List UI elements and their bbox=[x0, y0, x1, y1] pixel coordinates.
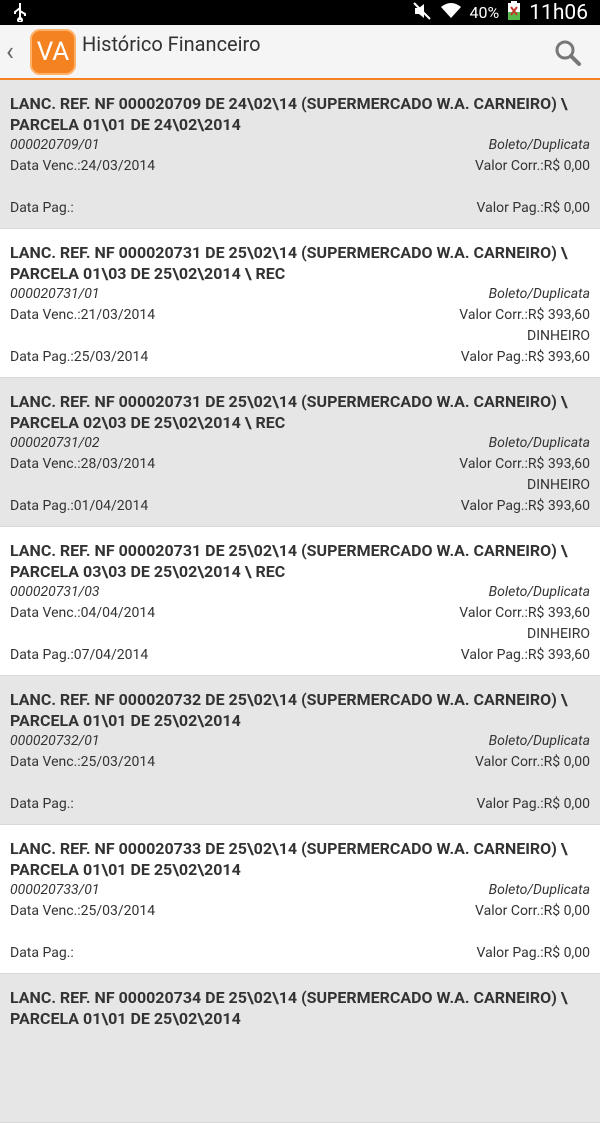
item-document: 000020709/01 bbox=[10, 137, 100, 153]
item-type: Boleto/Duplicata bbox=[488, 882, 590, 898]
item-payment-date: Data Pag.:01/04/2014 bbox=[10, 498, 149, 514]
item-payment-method: DINHEIRO bbox=[527, 626, 590, 642]
item-paid-value: Valor Pag.:R$ 0,00 bbox=[476, 945, 590, 961]
item-description: LANC. REF. NF 000020709 DE 24\02\14 (SUPERMERCADO W.A. CARNEIRO) \ PARCELA 01\01 DE 24\02\2014 bbox=[10, 94, 568, 134]
item-description: LANC. REF. NF 000020733 DE 25\02\14 (SUPERMERCADO W.A. CARNEIRO) \ PARCELA 01\01 DE 25\02\2014 bbox=[10, 839, 568, 879]
item-description: LANC. REF. NF 000020731 DE 25\02\14 (SUPERMERCADO W.A. CARNEIRO) \ PARCELA 01\03 DE 25\02\2014 \ REC bbox=[10, 243, 568, 283]
item-corrected-value: Valor Corr.:R$ 0,00 bbox=[475, 754, 590, 770]
clock: 11h06 bbox=[529, 0, 588, 25]
item-payment-date: Data Pag.: bbox=[10, 200, 74, 216]
item-description: LANC. REF. NF 000020732 DE 25\02\14 (SUPERMERCADO W.A. CARNEIRO) \ PARCELA 01\01 DE 25\02\2014 bbox=[10, 690, 568, 730]
page-title: Histórico Financeiro bbox=[82, 32, 261, 56]
list-item[interactable] bbox=[0, 378, 600, 527]
list-item[interactable] bbox=[0, 974, 600, 1123]
action-bar bbox=[0, 25, 600, 80]
item-paid-value: Valor Pag.:R$ 393,60 bbox=[460, 647, 590, 663]
item-document: 000020732/01 bbox=[10, 733, 100, 749]
item-corrected-value: Valor Corr.:R$ 393,60 bbox=[459, 456, 590, 472]
item-document: 000020733/01 bbox=[10, 882, 100, 898]
item-payment-method: DINHEIRO bbox=[527, 477, 590, 493]
battery-percent: 40% bbox=[469, 3, 500, 22]
item-due-date: Data Venc.:21/03/2014 bbox=[10, 307, 156, 323]
battery-icon bbox=[507, 1, 521, 25]
item-description: LANC. REF. NF 000020731 DE 25\02\14 (SUPERMERCADO W.A. CARNEIRO) \ PARCELA 03\03 DE 25\02\2014 \ REC bbox=[10, 541, 568, 581]
item-description: LANC. REF. NF 000020734 DE 25\02\14 (SUPERMERCADO W.A. CARNEIRO) \ PARCELA 01\01 DE 25\02\2014 bbox=[10, 988, 568, 1028]
item-document: 000020731/01 bbox=[10, 286, 100, 302]
item-due-date: Data Venc.:24/03/2014 bbox=[10, 158, 156, 174]
item-payment-date: Data Pag.:07/04/2014 bbox=[10, 647, 149, 663]
item-payment-method: DINHEIRO bbox=[527, 328, 590, 344]
item-corrected-value: Valor Corr.:R$ 0,00 bbox=[475, 903, 590, 919]
back-chevron-icon[interactable]: ‹ bbox=[6, 37, 14, 67]
item-type: Boleto/Duplicata bbox=[488, 286, 590, 302]
list-item[interactable] bbox=[0, 527, 600, 676]
item-paid-value: Valor Pag.:R$ 393,60 bbox=[460, 498, 590, 514]
list-item[interactable] bbox=[0, 676, 600, 825]
mute-icon bbox=[412, 2, 432, 24]
item-corrected-value: Valor Corr.:R$ 393,60 bbox=[459, 605, 590, 621]
status-bar bbox=[0, 0, 600, 25]
item-document: 000020731/03 bbox=[10, 584, 100, 600]
list-item[interactable] bbox=[0, 825, 600, 974]
item-corrected-value: Valor Corr.:R$ 393,60 bbox=[459, 307, 590, 323]
list-item[interactable] bbox=[0, 80, 600, 229]
item-paid-value: Valor Pag.:R$ 393,60 bbox=[460, 349, 590, 365]
item-due-date: Data Venc.:25/03/2014 bbox=[10, 903, 156, 919]
item-due-date: Data Venc.:04/04/2014 bbox=[10, 605, 156, 621]
item-due-date: Data Venc.:25/03/2014 bbox=[10, 754, 156, 770]
item-description: LANC. REF. NF 000020731 DE 25\02\14 (SUPERMERCADO W.A. CARNEIRO) \ PARCELA 02\03 DE 25\02\2014 \ REC bbox=[10, 392, 568, 432]
item-type: Boleto/Duplicata bbox=[488, 584, 590, 600]
item-type: Boleto/Duplicata bbox=[488, 733, 590, 749]
status-icons bbox=[412, 0, 588, 25]
item-due-date: Data Venc.:28/03/2014 bbox=[10, 456, 156, 472]
item-type: Boleto/Duplicata bbox=[488, 435, 590, 451]
search-icon[interactable] bbox=[554, 39, 582, 67]
financial-history-list bbox=[0, 80, 600, 1123]
item-type: Boleto/Duplicata bbox=[488, 137, 590, 153]
usb-icon bbox=[12, 2, 28, 27]
list-item[interactable] bbox=[0, 229, 600, 378]
item-corrected-value: Valor Corr.:R$ 0,00 bbox=[475, 158, 590, 174]
app-logo[interactable]: VA bbox=[30, 29, 76, 75]
item-paid-value: Valor Pag.:R$ 0,00 bbox=[476, 796, 590, 812]
item-paid-value: Valor Pag.:R$ 0,00 bbox=[476, 200, 590, 216]
item-payment-date: Data Pag.: bbox=[10, 945, 74, 961]
item-document: 000020731/02 bbox=[10, 435, 100, 451]
wifi-icon bbox=[440, 2, 462, 24]
item-payment-date: Data Pag.: bbox=[10, 796, 74, 812]
item-payment-date: Data Pag.:25/03/2014 bbox=[10, 349, 149, 365]
